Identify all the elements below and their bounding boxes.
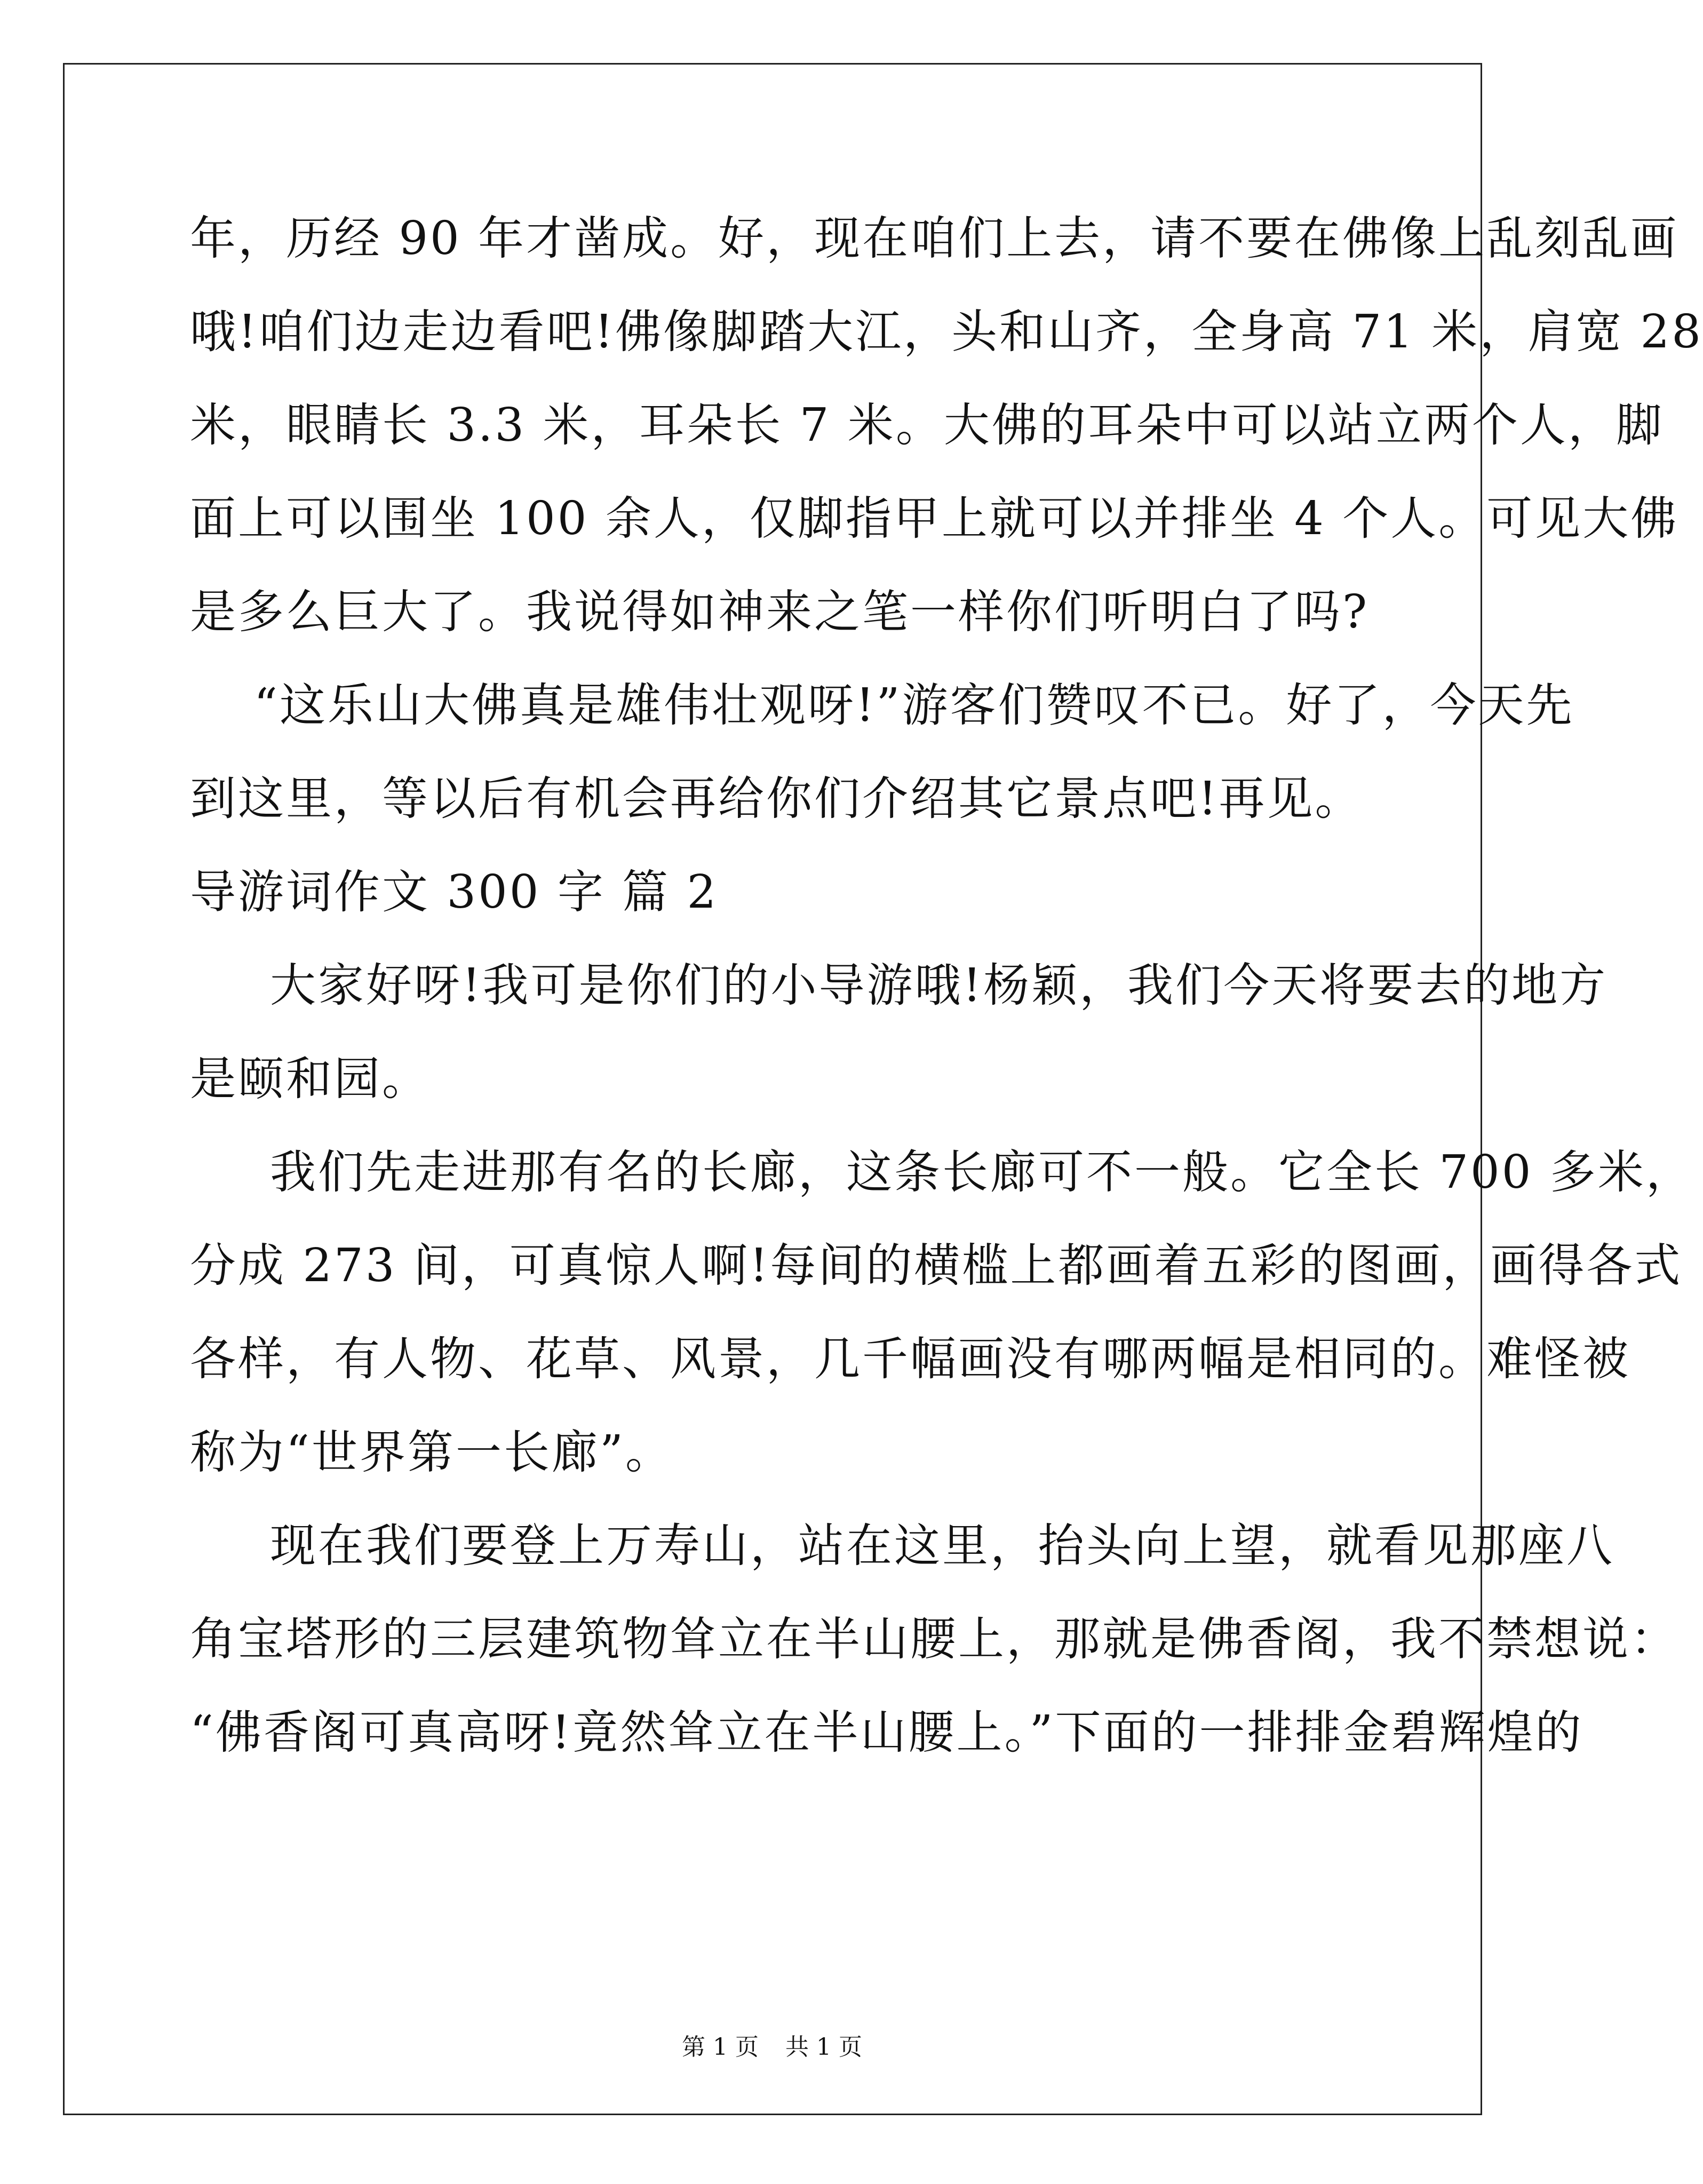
- text-line: 是颐和园。: [190, 1052, 430, 1106]
- section-heading: 导游词作文 300 字 篇 2: [190, 865, 719, 919]
- text-line: “佛香阁可真高呀!竟然耸立在半山腰上。”下面的一排排金碧辉煌的: [190, 1706, 1583, 1759]
- text-line: 哦!咱们边走边看吧!佛像脚踏大江，头和山齐，全身高 71 米，肩宽 28: [190, 305, 1703, 359]
- text-line: 分成 273 间，可真惊人啊!每间的横槛上都画着五彩的图画，画得各式: [190, 1239, 1683, 1292]
- text-line: 大家好呀!我可是你们的小导游哦!杨颖，我们今天将要去的地方: [270, 959, 1608, 1012]
- page-number: 第 1 页: [682, 2034, 759, 2061]
- page-total: 共 1 页: [785, 2034, 862, 2061]
- text-line: 面上可以围坐 100 余人，仅脚指甲上就可以并排坐 4 个人。可见大佛: [190, 492, 1679, 545]
- text-line: 是多么巨大了。我说得如神来之笔一样你们听明白了吗?: [190, 585, 1370, 639]
- text-line: 各样，有人物、花草、风景，几千幅画没有哪两幅是相同的。难怪被: [190, 1332, 1630, 1386]
- text-line: 角宝塔形的三层建筑物耸立在半山腰上，那就是佛香阁，我不禁想说：: [190, 1613, 1678, 1666]
- text-line: 到这里，等以后有机会再给你们介绍其它景点吧!再见。: [190, 772, 1363, 825]
- text-line: 称为“世界第一长廊”。: [190, 1426, 673, 1479]
- text-line: “这乐山大佛真是雄伟壮观呀!”游客们赞叹不已。好了，今天先: [254, 679, 1574, 732]
- text-line: 我们先走进那有名的长廊，这条长廊可不一般。它全长 700 多米，: [270, 1146, 1694, 1199]
- text-line: 米，眼睛长 3.3 米，耳朵长 7 米。大佛的耳朵中可以站立两个人，脚: [190, 399, 1664, 452]
- page-footer: [0, 2028, 1544, 2062]
- text-line: 现在我们要登上万寿山，站在这里，抬头向上望，就看见那座八: [270, 1519, 1614, 1573]
- text-line: 年，历经 90 年才凿成。好，现在咱们上去，请不要在佛像上乱刻乱画: [190, 212, 1679, 265]
- document-body: [190, 192, 1703, 1780]
